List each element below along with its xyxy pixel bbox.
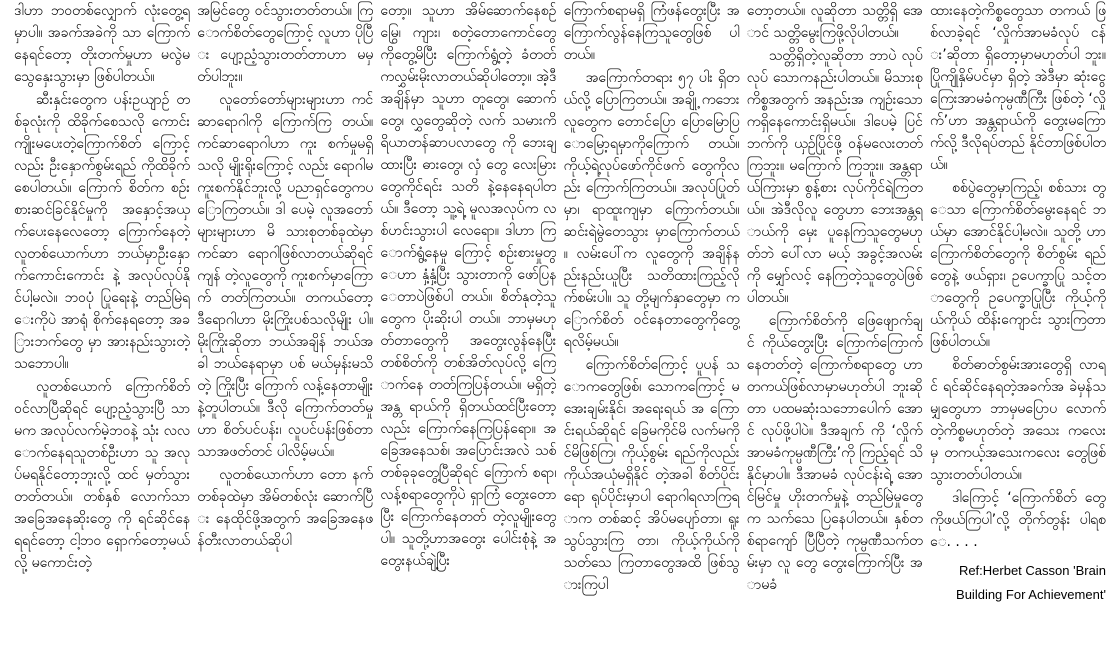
paragraph: စိတ်ဓာတ်စွမ်းအားတွေရှိ လာရင် ရင်ဆိုင်နေရတဲ့အခက်အ ခဲမှန်သမျှတွေဟာ ဘာမှမပြောပ လောက်တဲ့ကိစ္စမဟုတ်တဲ့ အသေး ကလေးမှ တကယ့်အသေးကလေး တွေဖြစ်သွားတတ်ပါတယ်။ bbox=[929, 357, 1106, 483]
paragraph: လူတော်တော်များများဟာ ကင်ဆာရောဂါကို ကြောက်ကြ တယ်။ ကင်ဆာရောဂါဟာ ကူး စက်မှုမရှိသလို မျိုးရိုးကြောင့် လည်း ရောဂါမကူးစက်နိုင်ဘူးလို့ ပညာရှင်တွေကပြောကြတယ်။ ဒါ ပေမဲ့ လူအတော်များများဟာ မိ သားစုတစ်ခုထဲမှာ ကင်ဆာ ရောဂါဖြစ်လာတယ်ဆိုရင် ကျန် တဲ့လူတွေကို ကူးစက်မှာကြောက် တတ်ကြတယ်။ တကယ်တော့ ဒီရောဂါဟာ မိုးကြိုးပစ်သလိုမျိုး ပါ။ မိုးကြိုးဆိုတာ ဘယ်အချိန် ဘယ်အခါ ဘယ်နေရာမှာ ပစ် မယ်မှန်းမသိတဲ့ ကြိုးပြီး ကြောက် လန့်နေတာမျိုးနဲ့တူပါတယ်။ ဒီလို ကြောက်တတ်မှုဟာ စိတ်ပင်ပန်း၊ လူပင်ပန်းဖြစ်တာသာအဖတ်တင် ပါလိမ့်မယ်။ bbox=[197, 92, 374, 460]
paragraph: ကြောက်စရာမရှိ ကြံဖန်တွေးပြီး အကြောက်လွန်နေကြသူတွေဖြစ် ပါတယ်။ bbox=[563, 3, 740, 63]
paragraph: တော့။ သူဟာ အိမ်ဆောက်နေစဉ် မြွေ၊ ကျား၊ စတဲ့တောကောင်တွေ ကိုတွေ့မိပြီး ကြောက်ရွံ့တဲ့ ခံတတ် ကလွှမ်းမိုးလာတယ်ဆိုပါတော့။ အဲ့ဒီအချိန်မှာ သူဟာ တူတွေ၊ ဆောက်တွေ၊ လွှတွေဆိုတဲ့ လက် သမားကိရိယာတန်ဆာပလာတွေ ကို ဘေးချထားပြီး ဓားတွေ၊ လှံ တွေ လေးမြားတွေကိုင်ရင်း သတိ နဲ့နေနေရပါတယ်။ ဒီတော့ သူ့ရဲ့ မူလအလုပ်က လစ်ဟင်းသွားပါ လေရော။ ဒါဟာ ကြောက်ရွံ့နေမှု ကြောင့် စဉ်းစားမှုတွေဟာ နှံ့နှံ့ပြီး သွားတာကို ဖော်ပြနေတာပဲဖြစ်ပါ တယ်။ စိတ်နုတဲ့သူတွေက ပိုးဆိုးပါ တယ်။ ဘာမှမဟုတ်တာတွေကို အတွေးလွန်နေပြီး တစ်စိတ်ကို တစ်အိတ်လုပ်လို့ ကြောက်နေ တတ်ကြပြန်တယ်။ မရှိတဲ့အန္တ ရာယ်ကို ရှိတယ်ထင်ပြီးတော့ လည်း ကြောက်နေကြပြန်ရော။ အခြေအနေသစ်၊ အပြောင်းအလဲ သစ်တစ်ခုခုတွေ့ပြီဆိုရင် ကြောက် စရာ၊ လန့်စရာတွေကိုပဲ ရှာကြံ တွေးတောပြီး ကြောက်နေတတ် တဲ့လူမျိုးတွေပါ။ သူတို့ဟာအတွေး ပေါင်းစုံနဲ့ အတွေးနယ်ချဲ့ပြီး bbox=[380, 3, 557, 569]
text-column-6 bbox=[930, 0, 1106, 652]
text-column-4 bbox=[564, 0, 740, 652]
paragraph: ထားနေတဲ့ကိစ္စတွေသာ တကယ် ဖြစ်လာခဲ့ရင် ‘လှိုက်အာမခံလုပ် ငန်း’ဆိုတာ ရှိတော့မှာမဟုတ်ပါ ဘူး။ ပြိုကျိုနှိမ်ပင်မှာ ရှိတဲ့ အဲဒီမှာ ဆုံးငွေကြေးအာမခံကုမ္ပဏီကြီး ဖြစ်တဲ့ ‘လှိုက်’ဟာ အန္တရာယ်ကို တွေးမကြောက်လို့ ဒီလိုရပ်တည် နိုင်တာဖြစ်ပါတယ်။ bbox=[929, 3, 1106, 173]
paragraph: လူတစ်ယောက် ကြောက်စိတ် ဝင်လာပြီဆိုရင် ပျော့ညံ့သွားပြီ သာမက အလုပ်လက်မဲ့ဘဝနဲ့ သုံး လလောက်နေရသူတစ်ဦးဟာ သူ အလုပ်မရနိုင်တော့ဘူးလို့ ထင် မှတ်သွားတတ်တယ်။ တစ်နှစ် လောက်သာ အခြေအနေဆိုးတွေ ကို ရင်ဆိုင်နေရရင်တော့ ငါ့ဘဝ ရှောက်တော့မယ်လို့ မကောင်းတဲ့ bbox=[14, 379, 190, 571]
paragraph: ကြောက်စိတ်ကို ဖြေဖျောက်ချင် ကိုယ်တွေးပြီး ကြောက်ကြောက် နေတတ်တဲ့ ကြောက်စရာတွေ ဟာ တကယ်ဖြစ်လာမှာမဟုတ်ပါ ဘူးဆိုတာ ပထမဆုံးသဘောပေါက် အောင် လုပ်ဖို့ပါပဲ။ ဒီအချက် ကို ‘လှိုက်အာမခံကုမ္ပဏီကြီး’ကို ကြည့်ရင် သိနိုင်မှာပါ။ ဒီအာမခံ လုပ်ငန်းရဲ့ အောင်မြင်မှု ဟိုးတက်မှုနဲ့ တည်မြဲမှုတွေက သက်သေ ပြနေပါတယ်။ နှစ်တစ်ရာကျော် ပြီပြီတဲ့ ကုမ္ပဏီသက်တမ်းမှာ လူ တွေ တွေးကြောက်ပြီး အာမခံ bbox=[746, 313, 923, 593]
paragraph: ဒါကြောင့် ‘ကြောက်စိတ် တွေကိုဖယ်ကြပါ’လို့ တိုက်တွန်း ပါရစေ. . . . bbox=[929, 490, 1106, 550]
text-column-1 bbox=[14, 0, 190, 652]
paragraph: အမြင်တွေ ဝင်သွားတတ်တယ်။ ကြောက်စိတ်တွေကြောင့် လူဟာ ပိုပြီး ပျော့ညံ့သွားတတ်တာဟာ မမှတ်ပါဘူး။ bbox=[197, 3, 374, 85]
paragraph: သတ္တိရှိတဲ့လူဆိုတာ ဘာပဲ လုပ်လုပ် သောကနည်းပါတယ်။ မိသားစုကိစ္စအတွက် အနည်းအ ကျဉ်းသောကရှိနေကောင်းရှိမယ်။ ဒါပေမဲ့ ပြင်ဘက်ကို ယှဉ်ပြိုင်ဖို့ ဝန်မလေးတတ်ကြဘူး။ မကြောက် ကြဘူး။ အန္တရာယ်ကြားမှာ စွန့်စား လုပ်ကိုင်ရဲကြတယ်။ အဲဒီလိုလူ တွေဟာ ဘေးအန္တရာယ်ကို မှေး ပူနေကြသူတွေမဟုတ်ဘဲ ပေါ်လာ မယ့် အခွင့်အလမ်းကို မျှော်လင့် နေကြတဲ့သူတွေပဲဖြစ်ပါတယ်။ bbox=[746, 48, 923, 306]
text-column-3 bbox=[380, 0, 556, 652]
paragraph: လူတစ်ယောက်ဟာ တော နက်တစ်ခုထဲမှာ အိမ်တစ်လုံး ဆောက်ပြီး နေထိုင်ဖို့အတွက် အခြေအနေဖန်တီးလာတယ်ဆိုပါ bbox=[197, 467, 374, 549]
paragraph: ဒါဟာ ဘဝတစ်လျှောက် လုံးတွေ့ရမှာပါ။ အခက်အခဲကို သာ ကြောက်နေရင်တော့ တိုးတက်မှုဟာ မလွဲမသွေနှေးသွားမှာ ဖြစ်ပါတယ်။ bbox=[14, 3, 190, 85]
paragraph: အကြောက်တရား ၅၇ ပါး ရှိတယ်လို့ ပြောကြတယ်။ အချို့ ကဘေးလူတွေက တောင်ပြော ပြောမြောပြောမြော့ရမှာကိုကြောက် တယ်။ ကိုယ့်ရဲ့လုပ်ဖော်ကိုင်ဖက် တွေကိုလည်း ကြောက်ကြတယ်။ အလုပ်ပြုတ်မှာ၊ ရာထူးကျမှာ ကြောက်တယ်။ ဆင်းရဲမွဲတေသွား မှာကြောက်တယ်။ လမ်းပေါ်က လူတွေကို အချိန်နည်းနည်းယူပြီး သတိထားကြည့်လိုက်စမ်းပါ။ သူ တို့မျက်နှာတွေမှာ ကြောက်စိတ် ဝင်နေတာတွေကိုတွေ့ရလိမ့်မယ်။ bbox=[563, 70, 740, 350]
reference-citation: Ref:Herbet Casson 'Brain Building For Achievement' bbox=[956, 563, 1106, 602]
text-column-5 bbox=[747, 0, 923, 652]
paragraph: ကြောက်စိတ်ကြောင့် ပူပန် သောကတွေဖြစ်၊ သောကကြောင့် မအေးချမ်းနိုင်၊ အရေးရယ် အ ကြောင်းရယ်ဆိုရင် ခြေမကိုင်မိ လက်မကိုင်မိဖြစ်ကြ၊ ကိုယ့်စွမ်း ရည်ကိုလည်း ကိုယ်အယုံမရှိနိုင် တဲ့အခါ စိတ်ပိုင်းရော ရုပ်ပိုင်းမှာပါ ရောဂါရလာကြရာက တစ်ဆင့် အိပ်မပျော်တာ၊ ရူးသွပ်သွားကြ တာ၊ ကိုယ့်ကိုယ်ကို သတ်သေ ကြတာတွေအထိ ဖြစ်သွားကြပါ bbox=[563, 357, 740, 593]
paragraph: တော့တယ်။ လူဆိုတာ သတ္တိရှိ အောင် သတ္တိမွေးကြဖို့လိုပါတယ်။ bbox=[746, 3, 923, 41]
text-column-2 bbox=[197, 0, 373, 652]
paragraph: ဆီးနှင်းတွေက ပန်းဥယျာဉ် တစ်ခုလုံးကို ထိခိုက်စေသလို ကောင်းကျိုးမပေးတဲ့ကြောက်စိတ် ကြောင့်လည်း ဦးနှောက်စွမ်းရည် ကိုထိခိုက်စေပါတယ်။ ကြောက် စိတ်က စဉ်းစားဆင်ခြင်နိုင်မှုကို အနှောင့်အယှက်ပေးနေလေတော့ ကြောက်နေတဲ့ လူတစ်ယောက်ဟာ ဘယ်မှာဦးနှောက်ကောင်းကောင်း နဲ့ အလုပ်လုပ်နိုင်ပါ့မလဲ။ ဘဝပုံ ပြုရေးနဲ့ တည်မြဲရေးကိုပဲ အာရုံ စိုက်နေရတော့ အခြားဘက်တွေ မှာ အားနည်းသွားတဲ့သဘောပါ။ bbox=[14, 92, 190, 372]
paragraph: စစ်ပွဲတွေမှာကြည့်၊ စစ်သား တွေသာ ကြောက်စိတ်မွေးနေရင် ဘယ်မှာ အောင်နိုင်ပါ့မလဲ။ သူတို့ ဟာ ကြောက်စိတ်တွေကို စိတ်စွမ်း ရည်တွေနဲ့ ဖယ်ရှား၊ ဥပေက္ခာပြု သင့်တာတွေကို ဥပေက္ခာပြုပြီး ကိုယ့်ကိုယ်ကိုယ် ထိန်းကျောင်း သွားကြတာ ဖြစ်ပါတယ်။ bbox=[929, 180, 1106, 350]
